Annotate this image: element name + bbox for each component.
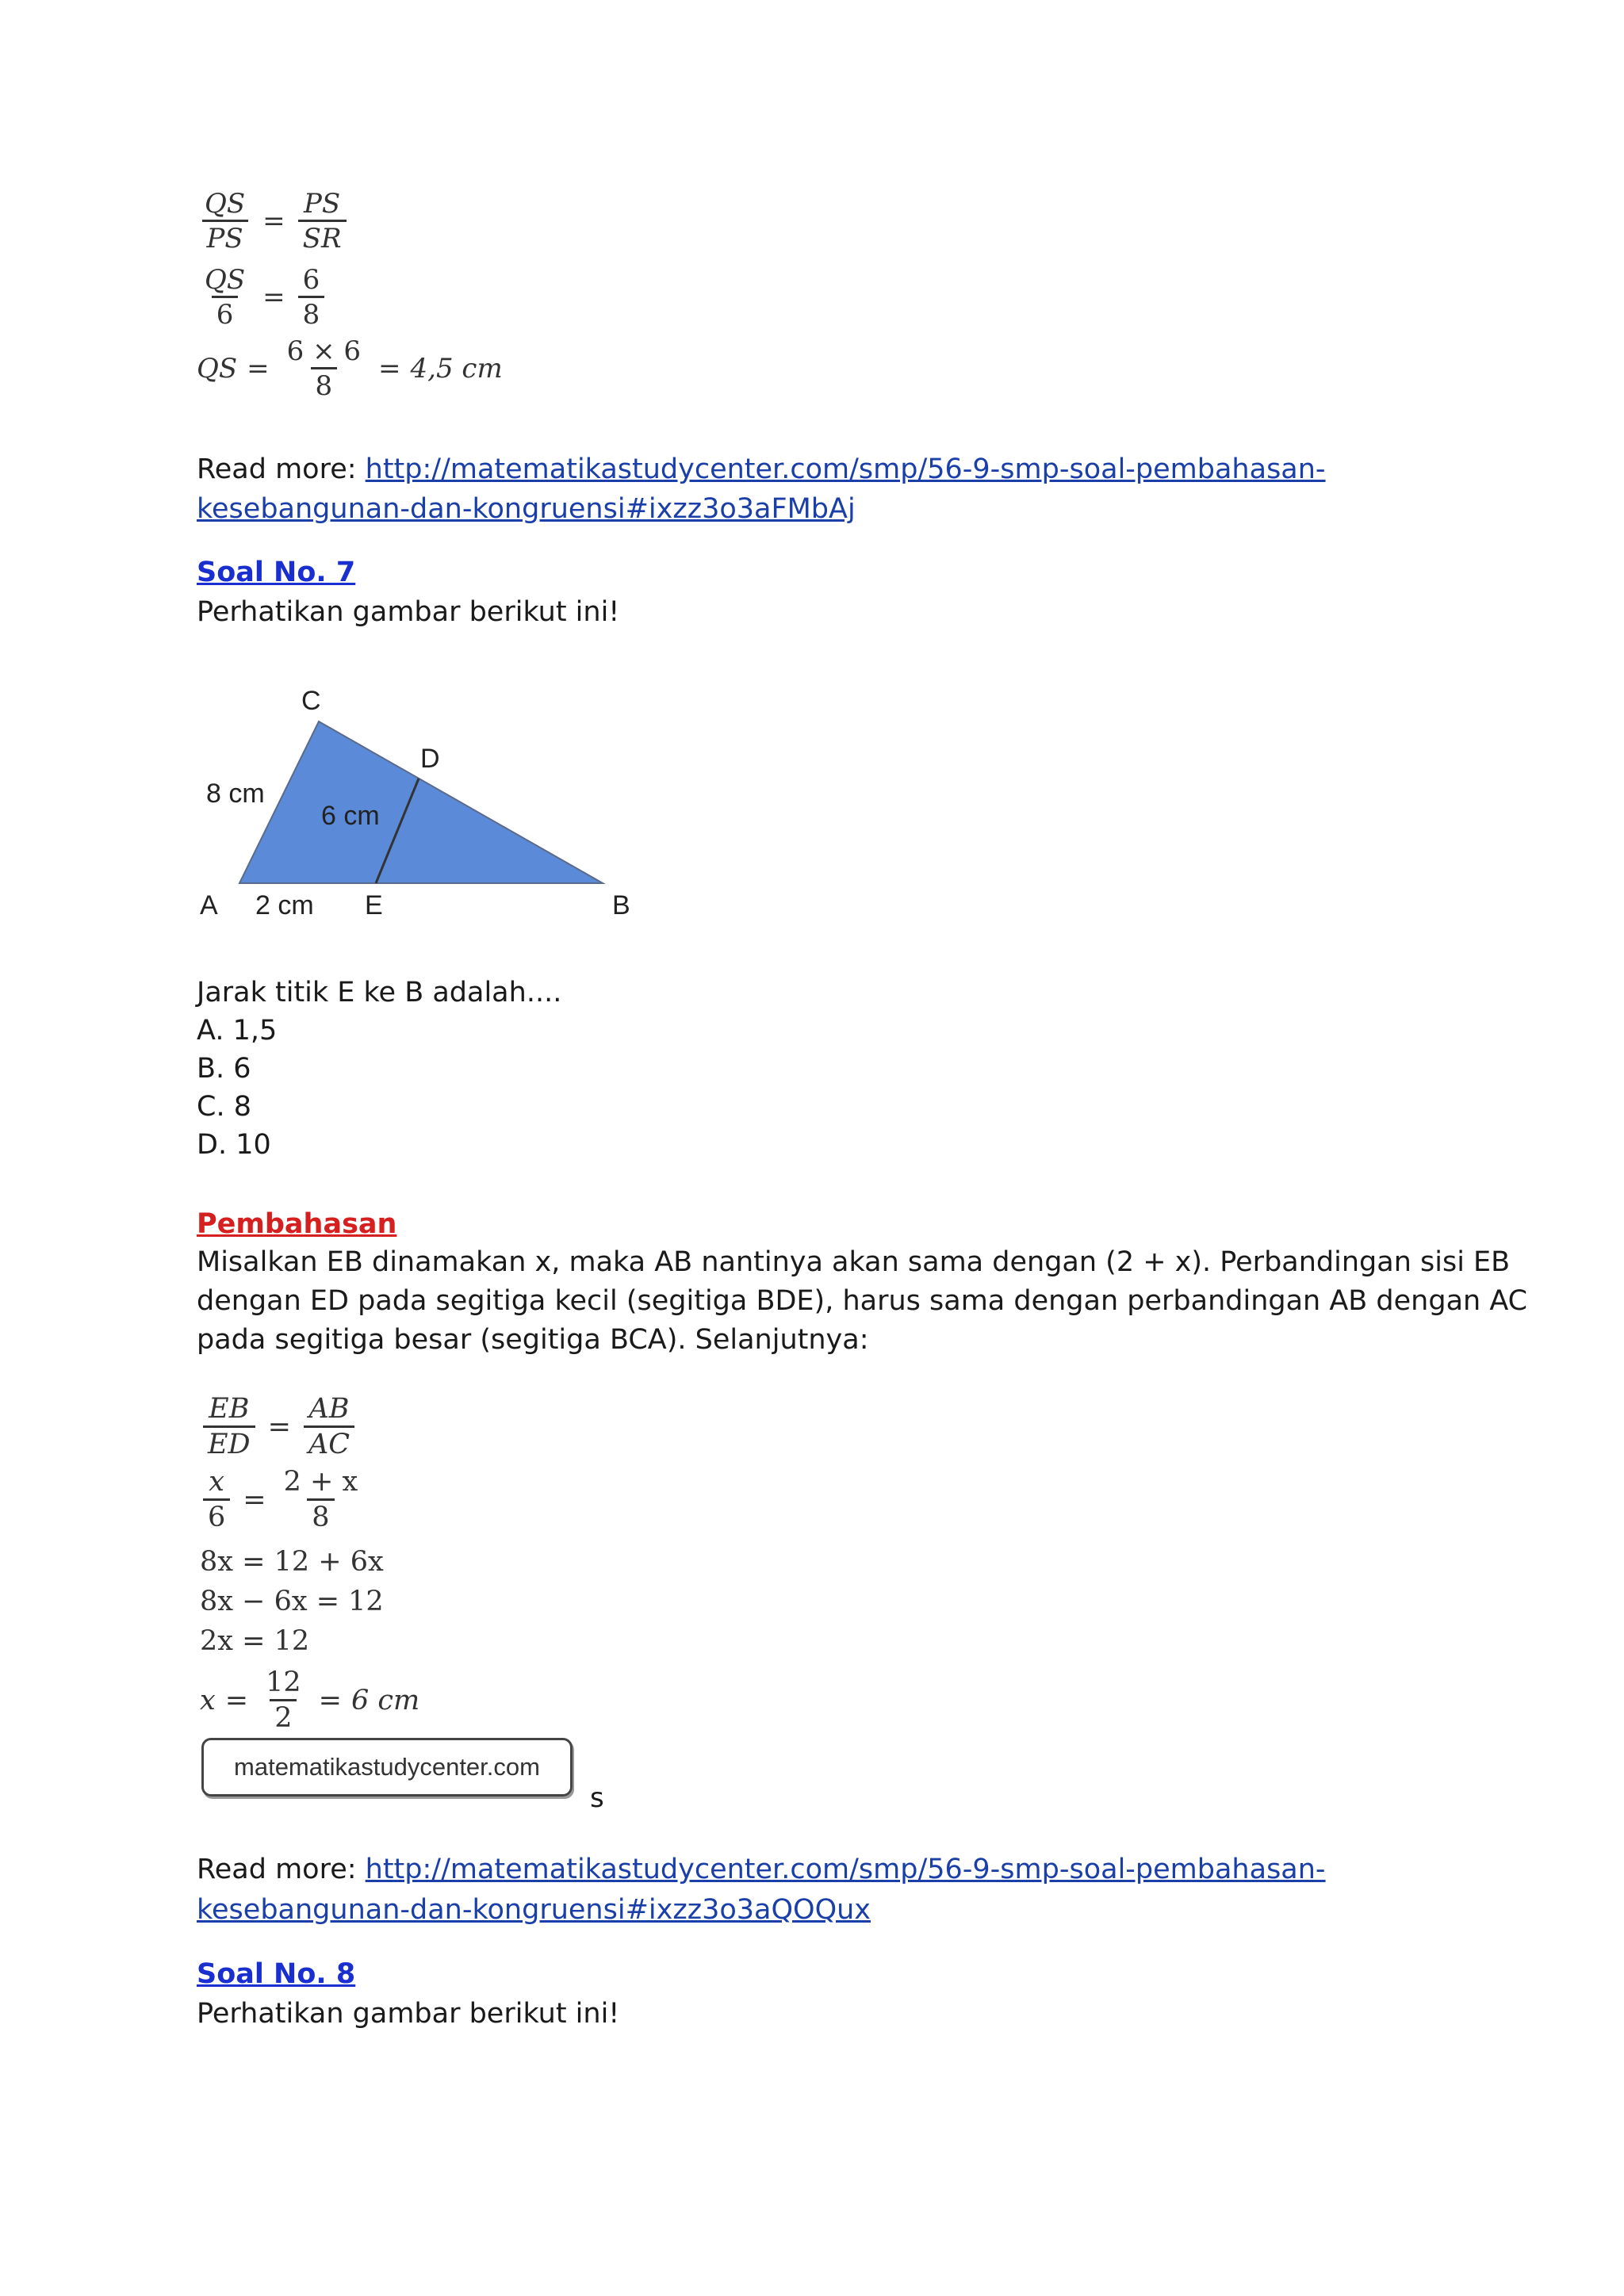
denominator: SR	[298, 220, 347, 252]
solution-row-1	[200, 1395, 358, 1459]
denominator: 8	[311, 367, 338, 400]
denominator: AC	[304, 1425, 354, 1459]
triangle-diagram	[198, 674, 642, 928]
fraction	[304, 1395, 354, 1459]
label-b: B	[612, 890, 630, 920]
numerator: PS	[304, 188, 341, 220]
solution-row-5: 2x = 12	[200, 1625, 310, 1657]
label-ac-length: 8 cm	[206, 779, 265, 809]
solution-row-2	[200, 1468, 366, 1532]
read-more-line-2	[197, 1852, 1326, 1887]
numerator: 12	[266, 1667, 301, 1698]
label-c: C	[301, 686, 321, 716]
label-a: A	[200, 890, 218, 920]
equals-sign: =	[262, 281, 285, 313]
equals-sign: =	[378, 353, 401, 385]
soal-8-instruction: Perhatikan gambar berikut ini!	[197, 1998, 620, 2030]
lhs: x	[200, 1685, 216, 1716]
read-more-link-continued[interactable]: kesebangunan-dan-kongruensi#ixzz3o3aQOQux	[197, 1894, 871, 1926]
numerator: QS	[205, 188, 246, 220]
pembahasan-line-3: pada segitiga besar (segitiga BCA). Selanjutnya:	[197, 1324, 869, 1356]
pembahasan-line-1: Misalkan EB dinamakan x, maka AB nantinya akan sama dengan (2 + x). Perbandingan sisi EB	[197, 1246, 1511, 1278]
fraction	[200, 190, 250, 252]
triangle-figure	[198, 674, 642, 928]
numerator: AB	[308, 1393, 350, 1425]
option-a: A. 1,5	[197, 1015, 278, 1047]
numerator: 2 + x	[283, 1466, 358, 1498]
stray-character: s	[590, 1782, 604, 1814]
option-d: D. 10	[197, 1129, 271, 1161]
denominator: 6	[212, 296, 239, 328]
read-more-line-1	[197, 452, 1326, 487]
denominator: 6	[203, 1498, 230, 1532]
lhs: QS	[197, 353, 238, 385]
fraction	[200, 264, 250, 331]
solution-row-6	[200, 1669, 419, 1732]
denominator: 8	[298, 296, 325, 328]
solution-row-3: 8x = 12 + 6x	[200, 1546, 384, 1578]
fraction	[282, 335, 366, 402]
numerator: QS	[205, 264, 246, 296]
soal-8-heading[interactable]: Soal No. 8	[197, 1958, 356, 1990]
denominator: 8	[307, 1498, 334, 1532]
solution-row-4: 8x − 6x = 12	[200, 1586, 384, 1617]
soal-7-heading[interactable]: Soal No. 7	[197, 557, 356, 588]
read-more-label: Read more:	[197, 453, 366, 485]
equals-sign: =	[224, 1685, 249, 1716]
denominator: 2	[270, 1699, 297, 1732]
denominator: PS	[202, 220, 248, 252]
math-row-3	[197, 335, 503, 402]
watermark-box: matematikastudycenter.com	[201, 1738, 573, 1797]
option-b: B. 6	[197, 1053, 251, 1085]
pembahasan-heading[interactable]: Pembahasan	[197, 1208, 397, 1240]
fraction	[298, 264, 325, 331]
pembahasan-line-2: dengan ED pada segitiga kecil (segitiga BDE), harus sama dengan perbandingan AB dengan AC	[197, 1285, 1528, 1317]
read-more-link[interactable]: http://matematikastudycenter.com/smp/56-9-smp-soal-pembahasan-	[365, 453, 1326, 485]
fraction	[298, 190, 347, 252]
equals-sign: =	[243, 1484, 266, 1516]
fraction	[279, 1468, 363, 1532]
option-c: C. 8	[197, 1091, 251, 1123]
numerator: 6	[302, 264, 320, 296]
equals-sign: =	[262, 205, 285, 237]
fraction	[203, 1395, 255, 1459]
read-more-link[interactable]: http://matematikastudycenter.com/smp/56-9-smp-soal-pembahasan-	[365, 1854, 1326, 1885]
read-more-line-1b	[197, 492, 856, 526]
label-ae-length: 2 cm	[255, 890, 314, 920]
label-d: D	[420, 744, 440, 774]
result: 6 cm	[350, 1685, 420, 1716]
equals-sign: =	[318, 1685, 342, 1716]
numerator: EB	[209, 1393, 250, 1425]
numerator: x	[209, 1466, 225, 1498]
equals-sign: =	[267, 1411, 291, 1443]
soal-7-instruction: Perhatikan gambar berikut ini!	[197, 596, 620, 628]
read-more-link-continued[interactable]: kesebangunan-dan-kongruensi#ixzz3o3aFMbAj	[197, 493, 856, 525]
soal-7-question: Jarak titik E ke B adalah....	[197, 977, 562, 1008]
denominator: ED	[203, 1425, 255, 1459]
label-e: E	[365, 890, 383, 920]
label-ed-length: 6 cm	[321, 801, 380, 831]
result: 4,5 cm	[410, 353, 503, 385]
fraction	[203, 1468, 230, 1532]
math-row-1	[197, 190, 350, 252]
numerator: 6 × 6	[286, 335, 362, 367]
math-row-2	[197, 264, 327, 331]
read-more-label: Read more:	[197, 1854, 366, 1885]
equals-sign: =	[247, 353, 270, 385]
fraction	[261, 1669, 306, 1732]
read-more-line-2b	[197, 1892, 871, 1927]
